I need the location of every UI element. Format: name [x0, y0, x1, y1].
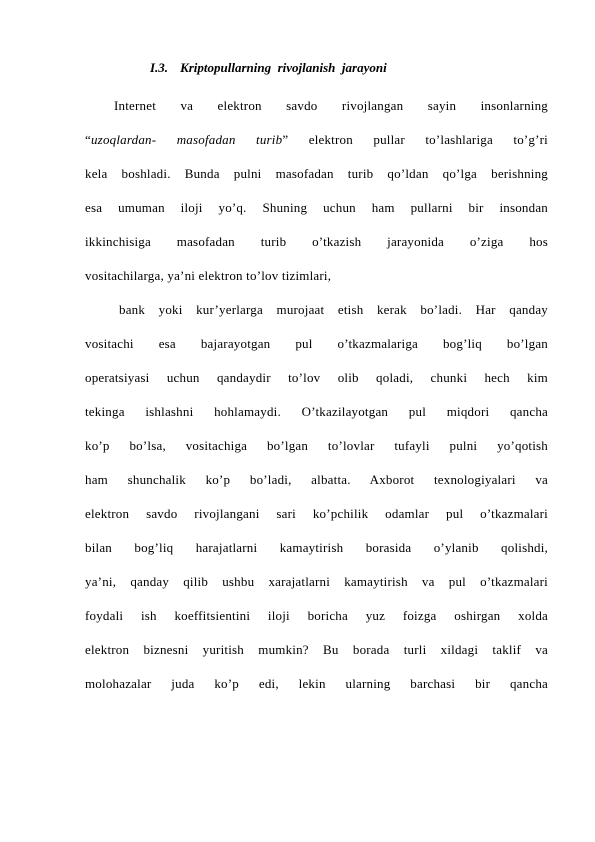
paragraph-line: molohazalar juda ko’p edi, lekin ularning barchasi bir qancha — [85, 676, 548, 691]
section-heading — [150, 60, 387, 76]
paragraph-line: operatsiyasi uchun qandaydir to’lov olib qoladi, chunki hech kim — [85, 370, 548, 385]
paragraph-line — [85, 132, 548, 148]
paragraph-line: ham shunchalik ko’p bo’ladi, albatta. Axborot texnologiyalari va — [85, 472, 548, 487]
paragraph-line: esa umuman iloji yo’q. Shuning uchun ham pullarni bir insondan — [85, 200, 548, 215]
paragraph-line: elektron biznesni yuritish mumkin? Bu borada turli xildagi taklif va — [85, 642, 548, 657]
paragraph-line: ikkinchisiga masofadan turib o’tkazish jarayonida o’ziga hos — [85, 234, 548, 249]
paragraph-line: vositachi esa bajarayotgan pul o’tkazmalariga bog’liq bo’lgan — [85, 336, 548, 351]
paragraph-line: foydali ish koeffitsientini iloji boricha yuz foizga oshirgan xolda — [85, 608, 548, 623]
section-number: I.3. — [150, 60, 169, 75]
section-title: Kriptopullarning rivojlanish jarayoni — [180, 60, 387, 75]
line-text: ” elektron pullar to’lashlariga to’g’ri — [282, 132, 548, 147]
paragraph-line: Internet va elektron savdo rivojlangan sayin insonlarning — [114, 98, 548, 113]
paragraph-line: ya’ni, qanday qilib ushbu xarajatlarni kamaytirish va pul o’tkazmalari — [85, 574, 548, 589]
paragraph-line: kela boshladi. Bunda pulni masofadan turib qo’ldan qo’lga berishning — [85, 166, 548, 181]
paragraph-line: elektron savdo rivojlangani sari ko’pchilik odamlar pul o’tkazmalari — [85, 506, 548, 521]
paragraph-line: vositachilarga, ya’ni elektron to’lov tizimlari, — [85, 268, 332, 283]
italic-phrase: uzoqlardan- masofadan turib — [90, 132, 283, 147]
paragraph-line: ko’p bo’lsa, vositachiga bo’lgan to’lovlar tufayli pulni yo’qotish — [85, 438, 548, 453]
paragraph-line: tekinga ishlashni hohlamaydi. O’tkazilayotgan pul miqdori qancha — [85, 404, 548, 419]
paragraph-line: bilan bog’liq harajatlarni kamaytirish borasida o’ylanib qolishdi, — [85, 540, 548, 555]
paragraph-line: bank yoki kur’yerlarga murojaat etish kerak bo’ladi. Har qanday — [119, 302, 548, 317]
quote-mark: “ — [85, 132, 91, 147]
